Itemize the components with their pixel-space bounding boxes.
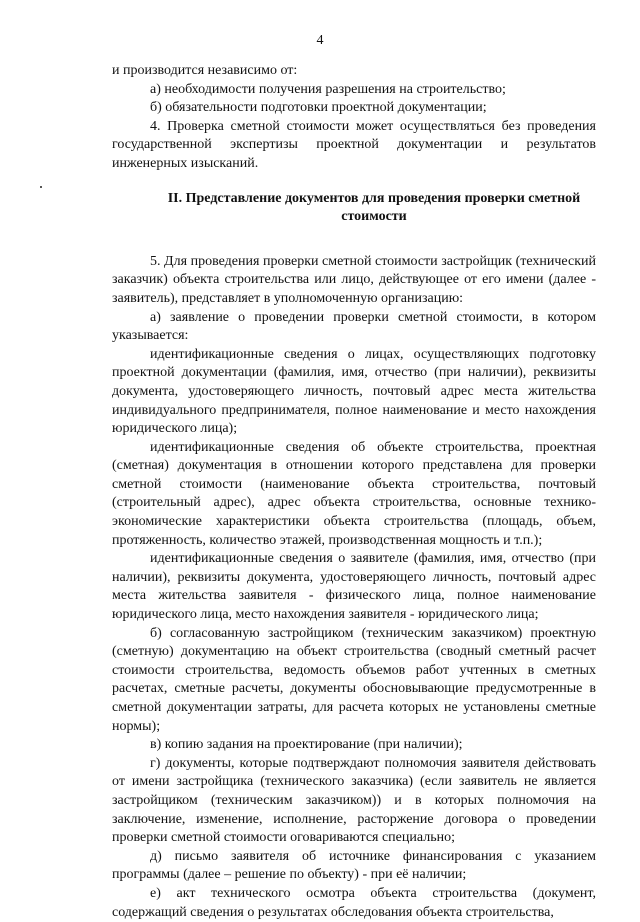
paragraph: б) согласованную застройщиком (техническим заказчиком) проектную (сметную) документацию на объект строительства (сводный сметный расчет стоимости строительства, ведомость объемов работ учтенных в сметных расчетах, сметные расчеты, документы обосновывающие предусмотренные в сметной документации затраты, для расчета которых не установлены сметные нормы); xyxy=(112,625,596,734)
intro-block xyxy=(112,62,596,174)
paragraph: идентификационные сведения об объекте строительства, проектная (сметная) документация в отношении которого представлена для проверки сметной стоимости (наименование объекта строительства, почтовый (строительный адрес), адрес объекта строительства, основные технико-экономические характеристики объекта строительства (площадь, объем, протяженность, количество этажей, производственная мощность и т.п.); xyxy=(112,439,596,548)
section-title: II. Представление документов для проведения проверки сметной стоимости xyxy=(167,190,581,225)
scan-speck xyxy=(40,186,42,188)
paragraph: и производится независимо от: xyxy=(112,63,298,78)
section-body xyxy=(112,253,596,922)
paragraph: д) письмо заявителя об источнике финансирования с указанием программы (далее – решение по объекту) - при её наличии; xyxy=(112,848,596,883)
paragraph: 4. Проверка сметной стоимости может осуществляться без проведения государственной экспертизы проектной документации и результатов инженерных изысканий. xyxy=(112,118,596,171)
paragraph: б) обязательности подготовки проектной документации; xyxy=(150,100,487,116)
document-body xyxy=(112,62,596,922)
paragraph: а) заявление о проведении проверки сметной стоимости, в котором указывается: xyxy=(112,309,596,344)
paragraph: 5. Для проведения проверки сметной стоимости застройщик (технический заказчик) объекта строительства или лицо, действующее от его имени (далее - заявитель), представляет в уполномоченную организацию: xyxy=(112,253,596,306)
paragraph: г) документы, которые подтверждают полномочия заявителя действовать от имени застройщика (технического заказчика) (если заявитель не является застройщиком (техническим заказчиком)) и в которых полномочия на заключение, изменение, исполнение, расторжение договора о проведении проверки сметной стоимости оговариваются специально; xyxy=(112,755,596,846)
page-number: 4 xyxy=(316,33,324,48)
paragraph: идентификационные сведения о заявителе (фамилия, имя, отчество (при наличии), реквизиты документа, удостоверяющего личность, почтовый адрес места жительства заявителя - физического лица, полное наименование юридического лица, место нахождения заявителя - юридического лица; xyxy=(112,551,596,623)
paragraph: в) копию задания на проектирование (при наличии); xyxy=(150,737,463,753)
paragraph: е) акт технического осмотра объекта строительства (документ, содержащий сведения о результатах обследования объекта строительства, xyxy=(112,885,596,920)
paragraph: идентификационные сведения о лицах, осуществляющих подготовку проектной документации (фамилия, имя, отчество (при наличии), реквизиты документа, удостоверяющего личность, почтовый адрес места жительства индивидуального предпринимателя, полное наименование и место нахождения юридического лица); xyxy=(112,346,596,437)
paragraph: а) необходимости получения разрешения на строительство; xyxy=(150,81,506,97)
